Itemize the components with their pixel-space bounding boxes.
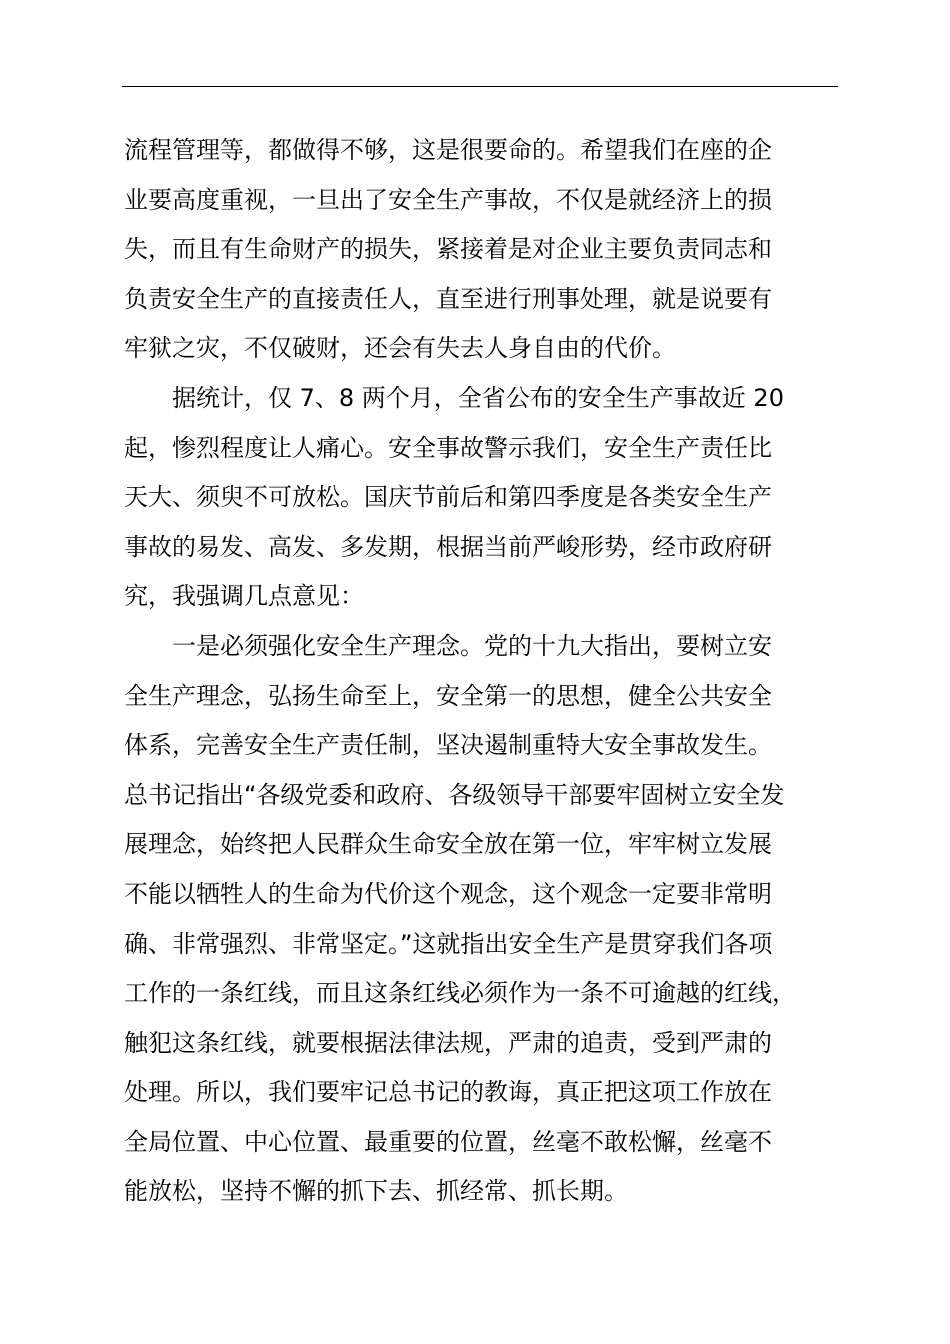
text-line: 天大、须臾不可放松。国庆节前后和第四季度是各类安全生产 xyxy=(124,483,772,512)
text-line: 展理念，始终把人民群众生命安全放在第一位，牢牢树立发展 xyxy=(124,830,772,859)
text-line: 总书记指出“各级党委和政府、各级领导干部要牢固树立安全发 xyxy=(124,780,785,809)
text-line: 起，惨烈程度让人痛心。安全事故警示我们，安全生产责任比 xyxy=(124,433,772,462)
text-line: 工作的一条红线，而且这条红线必须作为一条不可逾越的红线， xyxy=(124,979,796,1008)
text-line: 全生产理念，弘扬生命至上，安全第一的思想，健全公共安全 xyxy=(124,681,772,710)
header-rule xyxy=(122,86,838,87)
text-line: 一是必须强化安全生产理念。党的十九大指出，要树立安 xyxy=(172,631,772,660)
text-line: 失，而且有生命财产的损失，紧接着是对企业主要负责同志和 xyxy=(124,235,772,264)
text-line: 不能以牺牲人的生命为代价这个观念，这个观念一定要非常明 xyxy=(124,879,772,908)
text-line: 据统计，仅 7、8 两个月，全省公布的安全生产事故近 20 xyxy=(172,383,784,412)
text-line: 确、非常强烈、非常坚定。”这就指出安全生产是贯穿我们各项 xyxy=(124,929,773,958)
text-line: 能放松，坚持不懈的抓下去、抓经常、抓长期。 xyxy=(124,1177,628,1206)
text-line: 业要高度重视，一旦出了安全生产事故，不仅是就经济上的损 xyxy=(124,185,772,214)
text-line: 全局位置、中心位置、最重要的位置，丝毫不敢松懈，丝毫不 xyxy=(124,1127,772,1156)
text-line: 牢狱之灾，不仅破财，还会有失去人身自由的代价。 xyxy=(124,334,676,363)
text-line: 处理。所以，我们要牢记总书记的教诲，真正把这项工作放在 xyxy=(124,1078,772,1107)
text-line: 事故的易发、高发、多发期，根据当前严峻形势，经市政府研 xyxy=(124,532,772,561)
text-line: 流程管理等，都做得不够，这是很要命的。希望我们在座的企 xyxy=(124,136,772,164)
text-line: 究，我强调几点意见： xyxy=(124,582,364,611)
body-text xyxy=(124,126,864,1217)
text-line: 触犯这条红线，就要根据法律法规，严肃的追责，受到严肃的 xyxy=(124,1028,772,1057)
text-line: 负责安全生产的直接责任人，直至进行刑事处理，就是说要有 xyxy=(124,284,772,313)
text-line: 体系，完善安全生产责任制，坚决遏制重特大安全事故发生。 xyxy=(124,731,772,760)
